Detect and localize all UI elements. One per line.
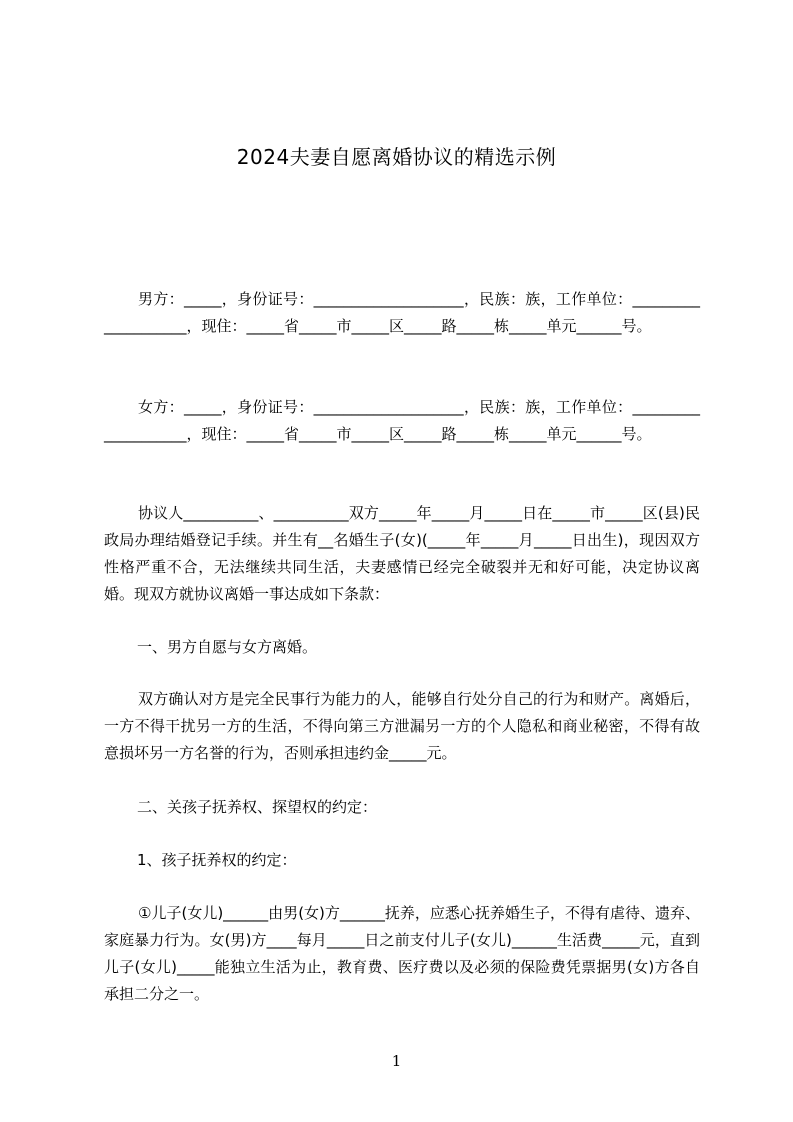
document-title: 2024夫妻自愿离婚协议的精选示例 [236, 145, 557, 169]
paragraph-section-one-body: 双方确认对方是完全民事行为能力的人，能够自行处分自己的行为和财产。离婚后，一方不得干扰另一方的生活，不得向第三方泄漏另一方的个人隐私和商业秘密，不得有故意损坏另一方名誉的行为，否则承担违约金_____元。 [104, 690, 700, 762]
paragraph-female-party: 女方：_____，身份证号：____________________，民族：族，工作单位：____________________，现住：_____省_____市_____区_____路_____栋_____单元______号。 [104, 398, 700, 443]
paragraph-custody-body: ①儿子(女儿)______由男(女)方______抚养，应悉心抚养婚生子，不得有虐待、遗弃、家庭暴力行为。女(男)方____每月_____日之前支付儿子(女儿)______生活费_____元，直到儿子(女儿)_____能独立生活为止，教育费、医疗费以及必须的保险费凭票据男(女)方各自承担二分之一。 [104, 904, 700, 1003]
heading-section-one: 一、男方自愿与女方离婚。 [137, 638, 318, 656]
heading-custody: 1、孩子抚养权的约定： [137, 851, 297, 869]
page-number: 1 [391, 1052, 402, 1070]
paragraph-male-party: 男方：_____，身份证号：____________________，民族：族，工作单位：____________________，现住：_____省_____市_____区_____路_____栋_____单元______号。 [104, 290, 700, 335]
heading-section-two: 二、关孩子抚养权、探望权的约定： [137, 798, 378, 816]
paragraph-agreement-intro: 协议人__________、__________双方_____年_____月_____日在_____市_____区(县)民政局办理结婚登记手续。并生有__名婚生子(女)(_____年_____月_____日出生)，现因双方性格严重不合，无法继续共同生活，夫妻感情已经完全破裂并无和好可能，决定协议离婚。现双方就协议离婚一事达成如下条款： [104, 504, 700, 603]
